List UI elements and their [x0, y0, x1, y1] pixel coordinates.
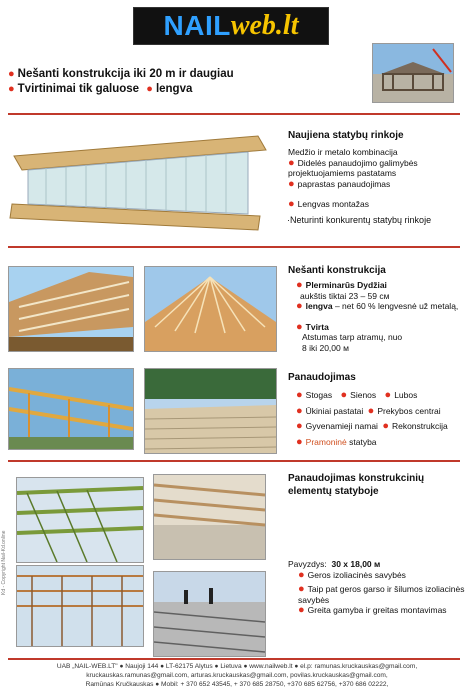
steel-frame-photo	[16, 477, 144, 563]
footer-line-2: kruckauskas.ramunas@gmail.com, arturas.kruckauskas@gmail.com, povilas.kruckauskas@gmail.com,	[86, 672, 388, 679]
section-1-bullet-1: ● Didelės panaudojimo galimybės projektuojamiems pastatams	[288, 156, 418, 178]
divider	[8, 658, 460, 660]
beam-product-image	[8, 132, 268, 232]
logo-part-2: web.lt	[230, 10, 299, 41]
headline-line-1: ● Nešanti konstrukcija iki 20 m ir daugiau	[8, 68, 234, 80]
wall-frame-photo	[153, 474, 266, 560]
divider	[8, 246, 460, 248]
section-1-bullet-3: ● Lengvas montažas	[288, 198, 370, 210]
section-3-title: Panaudojimas	[288, 372, 356, 383]
section-2-item-3-title: Tvirta	[305, 321, 329, 332]
section-1-bullet-2: ● paprastas panaudojimas	[288, 177, 391, 190]
usage-industrial: Pramoninė	[305, 436, 347, 447]
usage-reconstruction: Rekonstrukcija	[391, 421, 448, 431]
logo-part-1: NAIL	[163, 10, 231, 41]
section-2-title: Nešanti konstrukcija	[288, 265, 386, 276]
bullet-icon: ●	[8, 68, 15, 80]
section-2-item-3-line-2: 8 iki 20,00 м	[302, 342, 349, 353]
section-1-tagline: ·Neturinti konkurentų statybų rinkoje	[287, 215, 432, 225]
example-value: 30 x 18,00 м	[331, 559, 381, 569]
example-label: Pavyzdys:	[288, 559, 327, 569]
usage-roof: Stogas	[305, 390, 333, 400]
divider	[8, 113, 460, 115]
section-4-title: Panaudojimas konstrukcinių elementų statyboje	[288, 473, 425, 497]
workers-on-roof-photo	[153, 571, 266, 657]
headline-line-2: ● Tvirtinimai tik galuose ● lengva	[8, 83, 193, 95]
construction-photo-1	[8, 368, 134, 450]
feature-fast-production: Greita gamyba ir greitas montavimas	[307, 605, 447, 615]
section-1-text	[288, 147, 470, 210]
usage-ceilings: Lubos	[394, 390, 418, 400]
section-1-title: Naujiena statybų rinkoje	[288, 130, 404, 141]
bullet-icon: ●	[8, 83, 15, 95]
side-copyright: Kd - Copyright Nail-Kd.online	[1, 530, 7, 595]
building-site-photo	[372, 43, 454, 103]
divider	[8, 460, 460, 462]
usage-farm-buildings: Ūkiniai pastatai	[305, 405, 364, 416]
section-1-line: Medžio ir metalo kombinacija	[288, 147, 398, 157]
roof-truss-photo-2	[144, 266, 277, 352]
usage-shopping-centres: Prekybos centrai	[377, 405, 441, 416]
section-2-text: ● Plerminarūs Dydžiai aukštis tiktai 23 – 59 cм ● lengva – net 60 % lengvesnė už metalą, ● Tvirta Atstumas tarp atramų, nuo 8 iki 20,00 м	[288, 280, 470, 353]
feature-sound-heat: Taip pat geros garso ir šilumos izoliacinės savybės	[298, 584, 465, 605]
construction-photo-2	[144, 368, 277, 454]
feature-insulation: Geros izoliacinės savybės	[307, 569, 406, 580]
footer-line-1: UAB „NAIL-WEB.LT" ● Naujoji 144 ● LT-62175 Alytus ● Lietuva ● www.nailweb.lt ● el.p: ramunas.kruckauskas@gmail.com,	[56, 663, 418, 670]
section-3-text: ● Stogas ● Sienos ● Lubos ● Ūkiniai pastatai ● Prekybos centrai ● Gyvenamieji namai ● Rekonstrukcija ● Pramoninė statyba	[296, 389, 448, 448]
usage-walls: Sienos	[350, 390, 377, 400]
section-4-text: Pavyzdys: 30 x 18,00 м ● Geros izoliacinės savybės ● Taip pat geros garso ir šilumos izoliacinės savybės ● Greita gamyba ir greitas montavimas	[288, 559, 465, 616]
section-2-item-3-line-1: Atstumas tarp atramų, nuo	[302, 332, 403, 342]
logo	[133, 7, 329, 45]
roof-truss-photo-1	[8, 266, 134, 352]
section-2-item-1-title: Plerminarūs Dydžiai	[305, 280, 387, 290]
bullet-icon: ●	[146, 83, 153, 95]
section-2-item-1-text: aukštis tiktai 23 – 59 cм	[300, 290, 390, 301]
roof-frame-photo	[16, 565, 144, 647]
usage-residential: Gyvenamieji namai	[305, 421, 378, 431]
footer-line-3: Ramūnas Kručkauskas ● Mobil: + 370 652 43545, + 370 685 28750, +370 685 62756, +370 686 02222,	[85, 681, 389, 688]
